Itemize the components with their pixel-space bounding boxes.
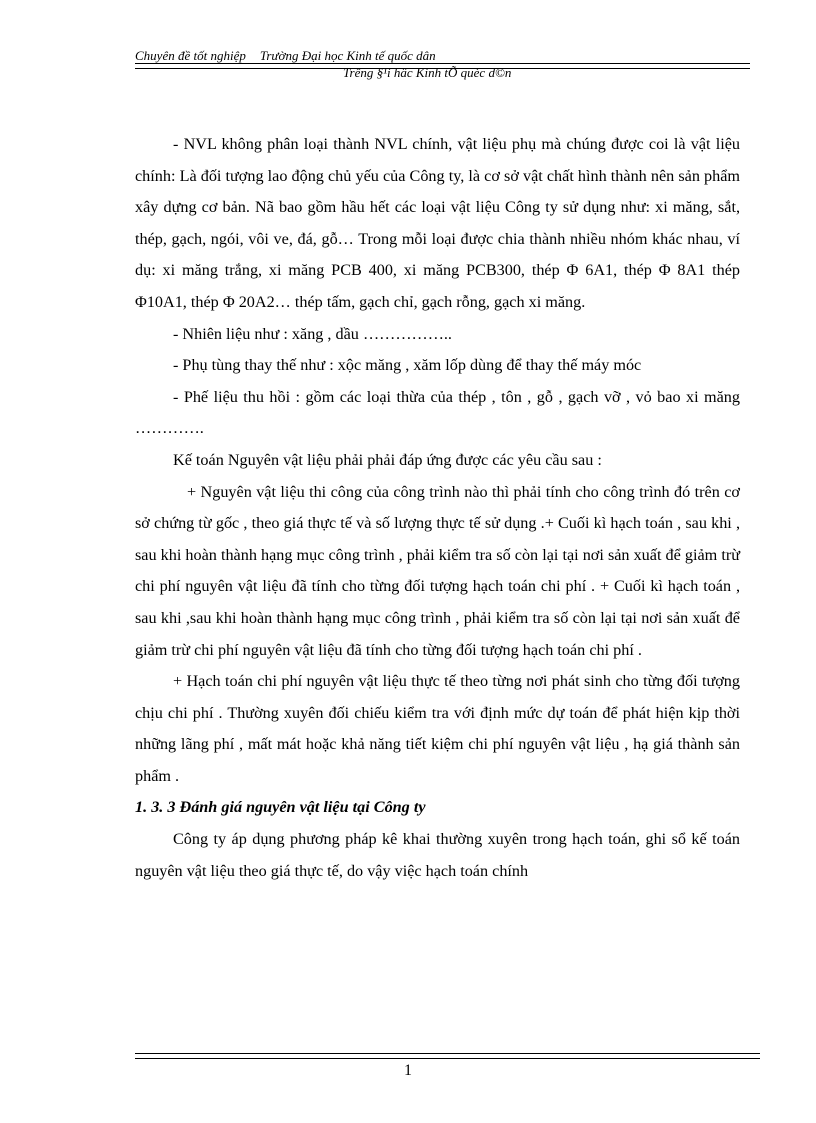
page-header	[135, 48, 750, 80]
paragraph-valuation: Công ty áp dụng phương pháp kê khai thường xuyên trong hạch toán, ghi sổ kế toán nguyên vật liệu theo giá thực tế, do vậy việc hạch toán chính	[135, 830, 740, 880]
paragraph-requirements: Kế toán Nguyên vật liệu phải phải đáp ứng được các yêu cầu sau :	[173, 450, 602, 469]
section-heading: 1. 3. 3 Đánh giá nguyên vật liệu tại Công ty	[135, 798, 426, 817]
header-right-text: Trường Đại học Kinh tế quốc dân	[259, 48, 436, 63]
paragraph-fuel: - Nhiên liệu như : xăng , dầu ……………..	[173, 324, 452, 343]
paragraph-nvl: - NVL không phân loại thành NVL chính, vật liệu phụ mà chúng được coi là vật liệu chính: Là đối tượng lao động chủ yếu của Công ty, là cơ sở vật chất hình thành nên sản phẩm xây dựng cơ bản. Nã bao gồm hầu hết các loại vật liệu Công ty sử dụng như: xi măng, sắt, thép, gạch, ngói, vôi ve, đá, gỗ… Trong mỗi loại được chia thành nhiều nhóm khác nhau, ví dụ: xi măng trắng, xi măng PCB 400, xi măng PCB300, thép Φ 6A1, thép Φ 8A1 thép Φ10A1, thép Φ 20A2… thép tấm, gạch chỉ, gạch rỗng, gạch xi măng.	[135, 135, 740, 311]
paragraph-requirement-2: + Hạch toán chi phí nguyên vật liệu thực tế theo từng nơi phát sinh cho từng đối tượng chịu chi phí . Thường xuyên đối chiếu kiểm tra với định mức dự toán để phát hiện kịp thời những lãng phí , mất mát hoặc khả năng tiết kiệm chi phí nguyên vật liệu , hạ giá thành sản phẩm .	[135, 672, 740, 785]
header-garbled-text: Trêng §¹i häc Kinh tÕ quèc d©n	[343, 65, 512, 80]
document-body	[135, 129, 740, 887]
paragraph-spare-parts: - Phụ tùng thay thế như : xộc măng , xăm lốp dùng để thay thế máy móc	[173, 356, 642, 375]
paragraph-scrap: - Phế liệu thu hồi : gồm các loại thừa của thép , tôn , gỗ , gạch vỡ , vỏ bao xi măng ………….	[135, 387, 740, 438]
paragraph-requirement-1: + Nguyên vật liệu thi công của công trình nào thì phải tính cho công trình đó trên cơ sở chứng từ gốc , theo giá thực tế và số lượng thực tế sử dụng .+ Cuối kì hạch toán , sau khi , sau khi hoàn thành hạng mục công trình , phải kiểm tra số còn lại tại nơi sản xuất để giảm trừ chi phí nguyên vật liệu đã tính cho từng đối tượng hạch toán chi phí . + Cuối kì hạch toán , sau khi ,sau khi hoàn thành hạng mục công trình , phải kiểm tra số còn lại tại nơi sản xuất để giảm trừ chi phí nguyên vật liệu đã tính cho từng đối tượng hạch toán chi phí .	[135, 482, 740, 659]
page-number: 1	[404, 1062, 412, 1079]
footer-rule	[135, 1053, 760, 1059]
header-title	[135, 48, 750, 64]
header-left-text: Chuyên đề tốt nghiệp	[135, 48, 246, 63]
